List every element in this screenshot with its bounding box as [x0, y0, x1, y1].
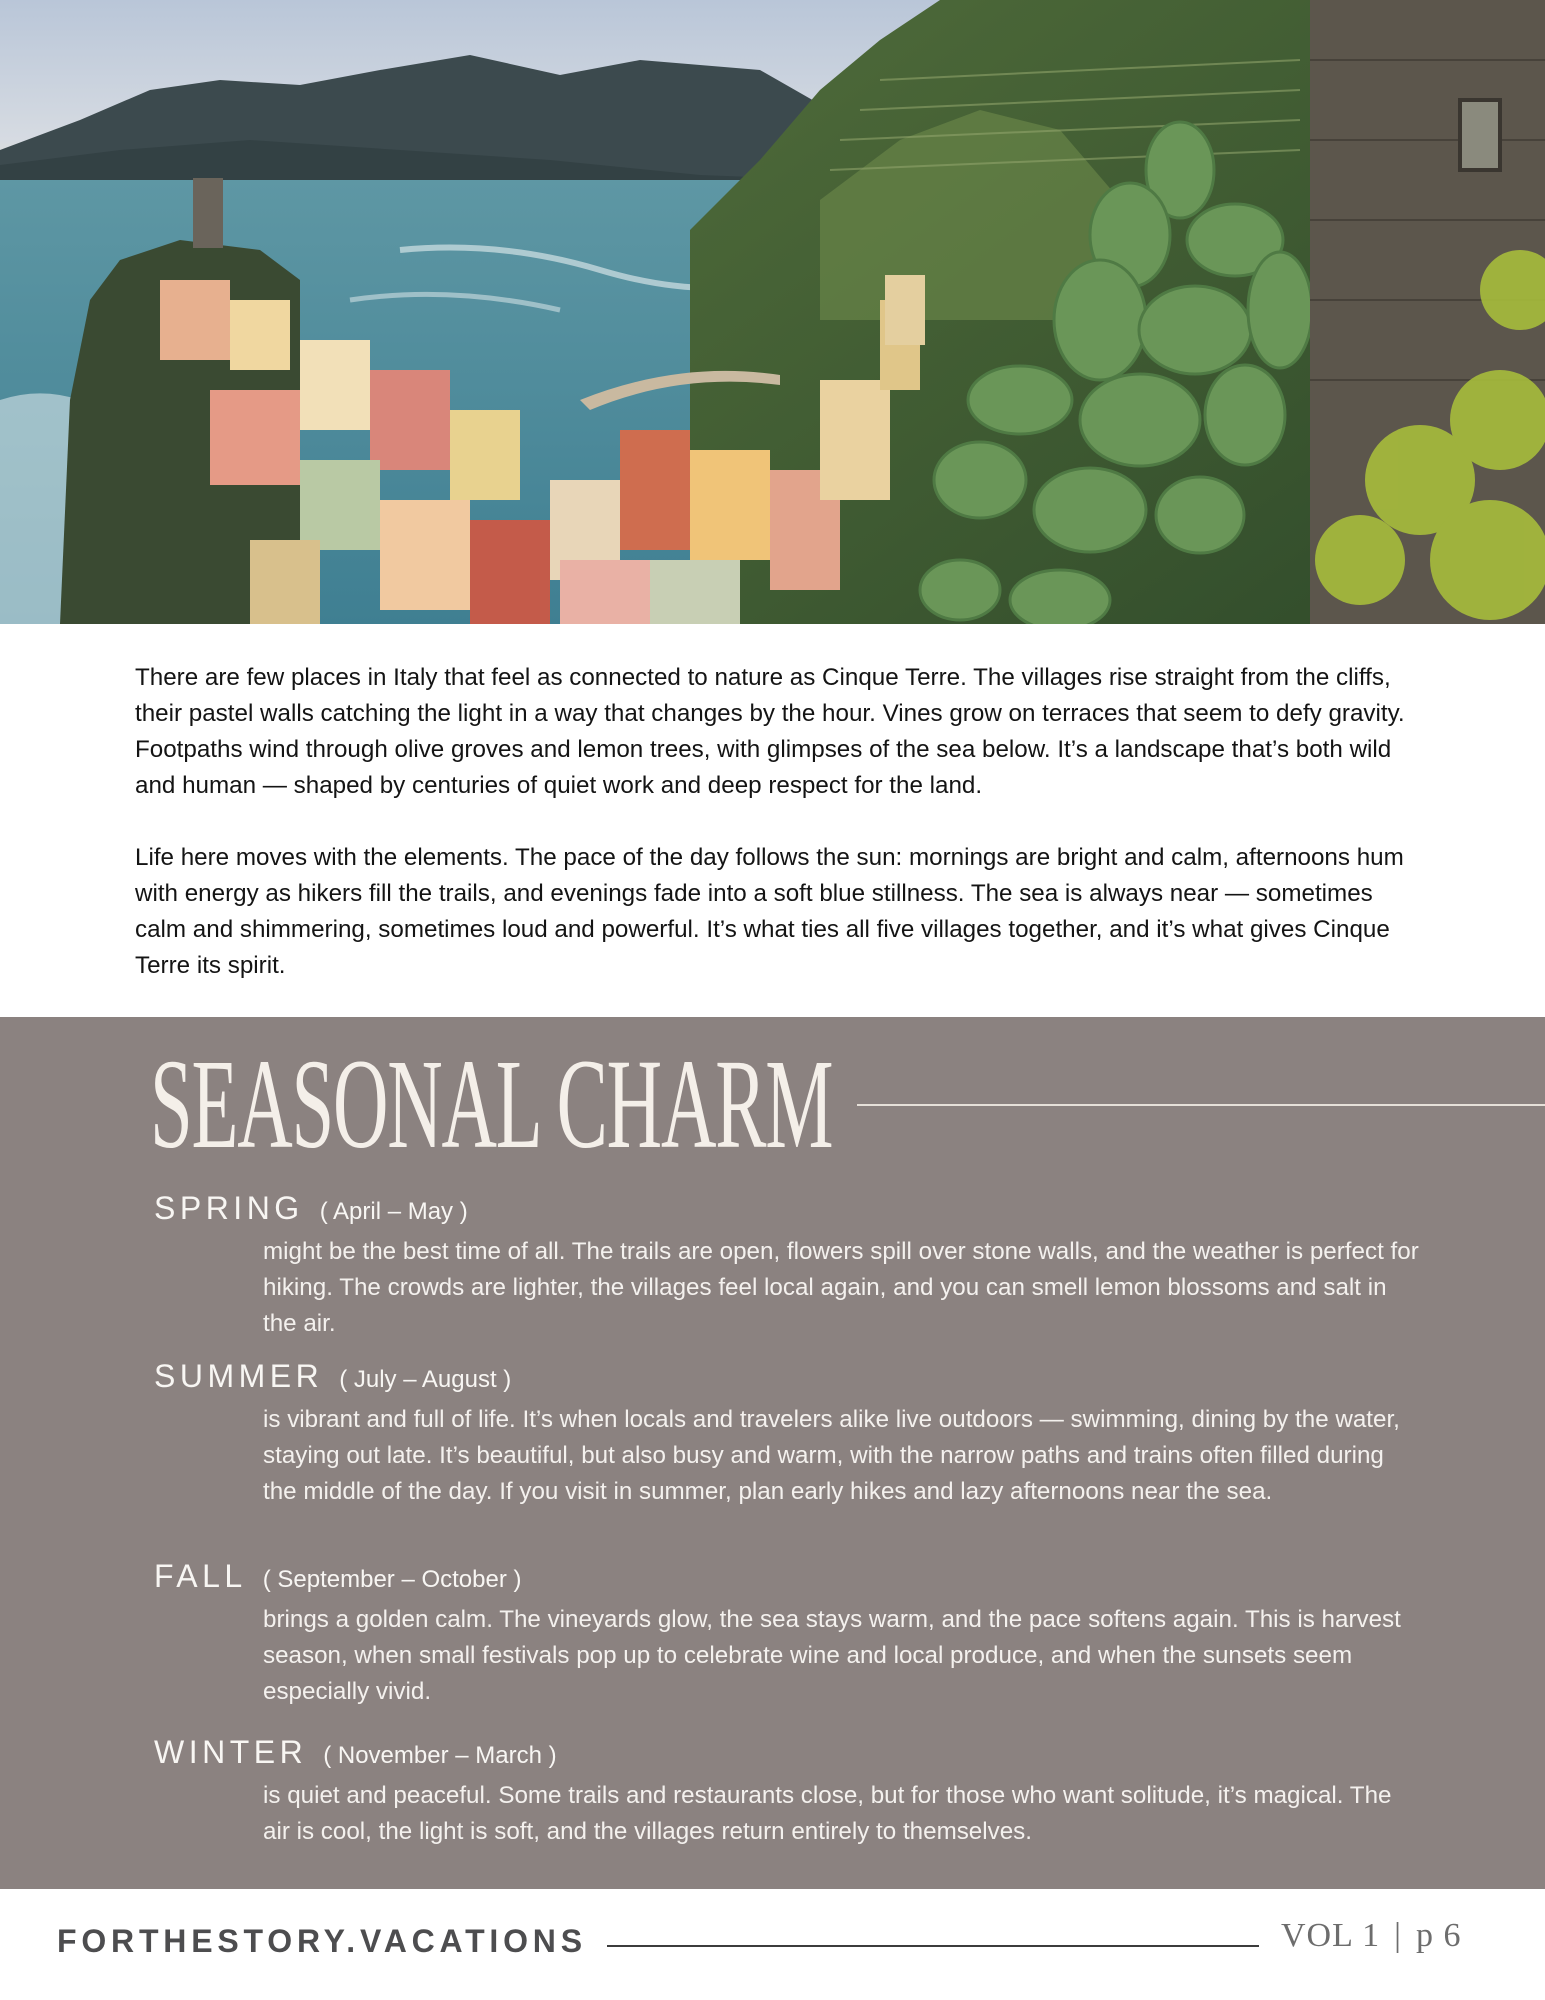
intro-text	[135, 660, 1425, 1020]
season-name: FALL	[154, 1558, 247, 1594]
season-dates: ( July – August )	[339, 1366, 512, 1393]
season-description: brings a golden calm. The vineyards glow, the sea stays warm, and the pace softens again. This is harvest season, when small festivals pop up to celebrate wine and local produce, and when the sunsets seem especially vivid.	[263, 1606, 1401, 1705]
seasonal-charm-panel	[0, 1017, 1545, 1889]
season-description: might be the best time of all. The trails are open, flowers spill over stone walls, and the weather is perfect for hiking. The crowds are lighter, the villages feel local again, and you can smell lemon blossoms and salt in the air.	[263, 1238, 1419, 1337]
season-name: WINTER	[154, 1734, 308, 1770]
footer-separator: |	[1394, 1917, 1402, 1954]
hero-photo-vernazza	[0, 0, 1545, 624]
page-number: p 6	[1415, 1917, 1462, 1954]
season-summer	[154, 1358, 1434, 1510]
season-description: is quiet and peaceful. Some trails and restaurants close, but for those who want solitude, it’s magical. The air is cool, the light is soft, and the villages return entirely to themselves.	[263, 1782, 1392, 1845]
section-title: SEASONAL CHARM	[150, 1033, 833, 1175]
season-dates: ( September – October )	[262, 1566, 522, 1593]
season-fall	[154, 1558, 1434, 1710]
footer-volume-page	[1281, 1917, 1461, 1955]
volume-label: VOL 1	[1281, 1917, 1381, 1954]
footer-divider	[607, 1945, 1259, 1947]
season-winter	[154, 1734, 1434, 1850]
intro-paragraph-1: There are few places in Italy that feel as connected to nature as Cinque Terre. The villages rise straight from the cliffs, their pastel walls catching the light in a way that changes by the hour. Vines grow on terraces that seem to defy gravity. Footpaths wind through olive groves and lemon trees, with glimpses of the sea below. It’s a landscape that’s both wild and human — shaped by centuries of quiet work and deep respect for the land.	[135, 664, 1405, 799]
season-name: SPRING	[154, 1190, 304, 1226]
season-dates: ( April – May )	[319, 1198, 468, 1225]
season-spring	[154, 1190, 1434, 1342]
intro-paragraph-2: Life here moves with the elements. The pace of the day follows the sun: mornings are bright and calm, afternoons hum with energy as hikers fill the trails, and evenings fade into a soft blue stillness. The sea is always near — sometimes calm and shimmering, sometimes loud and powerful. It’s what ties all five villages together, and it’s what gives Cinque Terre its spirit.	[135, 844, 1404, 979]
season-dates: ( November – March )	[323, 1742, 557, 1769]
season-name: SUMMER	[154, 1358, 324, 1394]
title-divider	[857, 1104, 1545, 1106]
footer-brand: FORTHESTORY.VACATIONS	[57, 1923, 587, 1959]
season-description: is vibrant and full of life. It’s when locals and travelers alike live outdoors — swimming, dining by the water, staying out late. It’s beautiful, but also busy and warm, with the narrow paths and trains often filled during the middle of the day. If you visit in summer, plan early hikes and lazy afternoons near the sea.	[263, 1406, 1400, 1505]
